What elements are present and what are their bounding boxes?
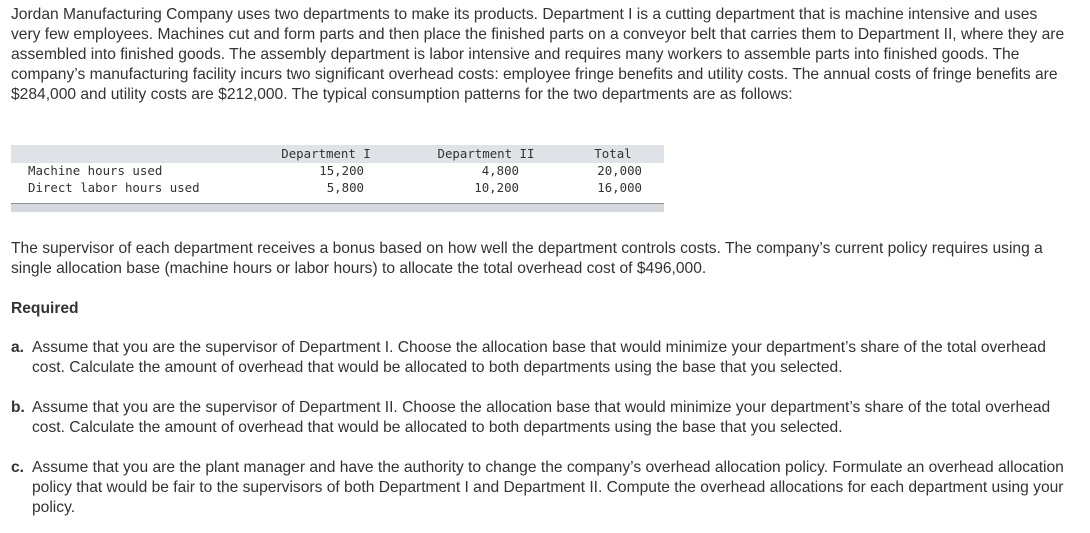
requirement-text: Assume that you are the supervisor of Department II. Choose the allocation base that would minimize your department’s share of the total overhead cost. Calculate the amount of overhead that would be allocated to both departments using the base that you selected. <box>32 399 1051 436</box>
requirement-b <box>11 398 1073 438</box>
table-footer-band <box>11 204 664 212</box>
machine-hours-dept1: 15,200 <box>319 163 364 178</box>
requirement-text: Assume that you are the supervisor of Department I. Choose the allocation base that would minimize your department’s share of the total overhead cost. Calculate the amount of overhead that would be allocated to both departments using the base that you selected. <box>32 339 1046 376</box>
intro-paragraph: Jordan Manufacturing Company uses two departments to make its products. Department I is a cutting department that is machine intensive and uses very few employees. Machines cut and form parts and then place the finished parts on a conveyor belt that carries them to Department II, where they are assembled into finished goods. The assembly department is labor intensive and requires many workers to assemble parts into finished goods. The company’s manufacturing facility incurs two significant overhead costs: employee fringe benefits and utility costs. The annual costs of fringe benefits are $284,000 and utility costs are $212,000. The typical consumption patterns for the two departments are as follows: <box>11 6 1065 103</box>
supervisor-paragraph: The supervisor of each department receives a bonus based on how well the department controls costs. The company’s current policy requires using a single allocation base (machine hours or labor hours) to allocate the total overhead cost of $496,000. <box>11 240 1043 277</box>
requirement-c <box>11 458 1073 518</box>
header-department-1: Department I <box>281 146 371 161</box>
requirement-letter: b. <box>11 399 25 416</box>
labor-hours-dept2: 10,200 <box>474 180 519 195</box>
requirement-letter: a. <box>11 339 25 356</box>
header-total: Total <box>594 146 632 161</box>
row-label-labor-hours: Direct labor hours used <box>28 180 200 195</box>
requirement-text: Assume that you are the plant manager and have the authority to change the company’s overhead allocation policy. Formulate an overhead allocation policy that would be fair to the supervisors of both Department I and Department II. Compute the overhead allocations for each department using your policy. <box>32 459 1064 516</box>
labor-hours-dept1: 5,800 <box>326 180 364 195</box>
labor-hours-total: 16,000 <box>597 180 642 195</box>
header-department-2: Department II <box>437 146 535 161</box>
row-label-machine-hours: Machine hours used <box>28 163 163 178</box>
required-heading: Required <box>11 300 79 317</box>
machine-hours-dept2: 4,800 <box>481 163 519 178</box>
requirement-a <box>11 338 1073 378</box>
consumption-table <box>11 145 664 212</box>
requirement-letter: c. <box>11 459 25 476</box>
machine-hours-total: 20,000 <box>597 163 642 178</box>
